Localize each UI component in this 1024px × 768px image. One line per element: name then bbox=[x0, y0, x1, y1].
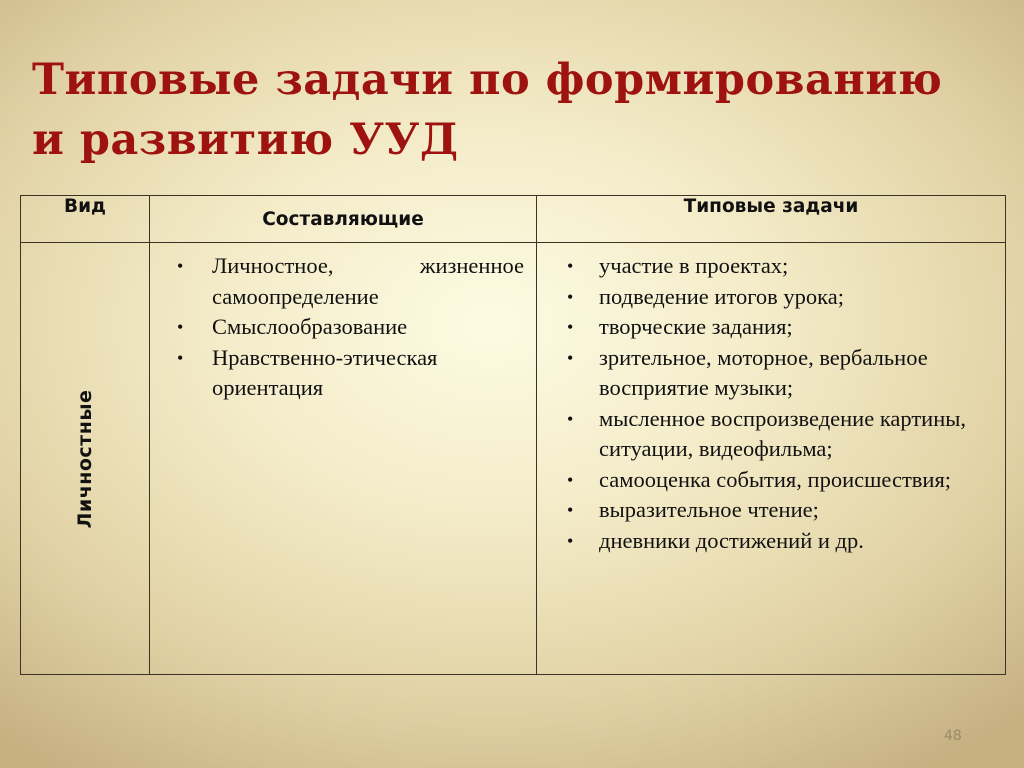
components-list bbox=[150, 243, 536, 404]
header-tasks: Типовые задачи bbox=[537, 196, 1006, 243]
header-kind: Вид bbox=[21, 196, 150, 243]
bullet-icon: • bbox=[567, 530, 574, 551]
list-item bbox=[537, 343, 999, 404]
bullet-icon: • bbox=[177, 317, 184, 337]
list-item bbox=[537, 251, 999, 282]
list-item bbox=[150, 251, 530, 312]
table-header-row bbox=[21, 196, 1006, 243]
tasks-cell bbox=[537, 243, 1006, 675]
list-item bbox=[537, 282, 999, 313]
bullet-icon: • bbox=[567, 347, 574, 368]
bullet-icon: • bbox=[567, 469, 574, 490]
list-item-text: участие в проектах; bbox=[599, 253, 789, 278]
bullet-icon: • bbox=[567, 286, 574, 307]
tasks-list bbox=[537, 243, 1005, 556]
list-item-text: Личностное, жизненное самоопределение bbox=[212, 253, 524, 309]
list-item bbox=[150, 312, 530, 343]
list-item bbox=[537, 312, 999, 343]
list-item-text: Нравственно-этическая ориентация bbox=[212, 344, 438, 400]
list-item-text: мысленное воспроизведение картины, ситуации, видеофильма; bbox=[599, 405, 967, 461]
slide-title-line-2: и развитию УУД bbox=[32, 115, 459, 165]
list-item-text: выразительное чтение; bbox=[599, 497, 819, 522]
list-item bbox=[537, 526, 999, 557]
list-item-text: дневники достижений и др. bbox=[599, 527, 864, 553]
bullet-icon: • bbox=[567, 317, 574, 337]
header-components: Составляющие bbox=[150, 196, 537, 243]
bullet-icon: • bbox=[567, 408, 574, 429]
list-item bbox=[537, 404, 999, 465]
list-item bbox=[150, 343, 530, 404]
bullet-icon: • bbox=[177, 256, 184, 276]
kind-label: Личностные bbox=[74, 389, 96, 528]
list-item bbox=[537, 495, 999, 526]
list-item-text: подведение итогов урока; bbox=[599, 283, 844, 309]
slide-title bbox=[32, 50, 1002, 170]
list-item-text: Смыслообразование bbox=[212, 314, 408, 339]
bullet-icon: • bbox=[567, 256, 574, 276]
components-cell bbox=[150, 243, 537, 675]
tasks-table bbox=[20, 195, 1006, 675]
kind-cell bbox=[21, 243, 150, 675]
list-item-text: творческие задания; bbox=[599, 314, 793, 339]
list-item bbox=[537, 465, 999, 496]
bullet-icon: • bbox=[567, 500, 574, 520]
slide-title-line-1: Типовые задачи по формированию bbox=[32, 55, 943, 105]
bullet-icon: • bbox=[177, 347, 184, 368]
table-row bbox=[21, 243, 1006, 675]
list-item-text: самооценка события, происшествия; bbox=[599, 466, 952, 492]
list-item-text: зрительное, моторное, вербальное восприятие музыки; bbox=[599, 344, 928, 400]
page-number: 48 bbox=[944, 728, 962, 744]
